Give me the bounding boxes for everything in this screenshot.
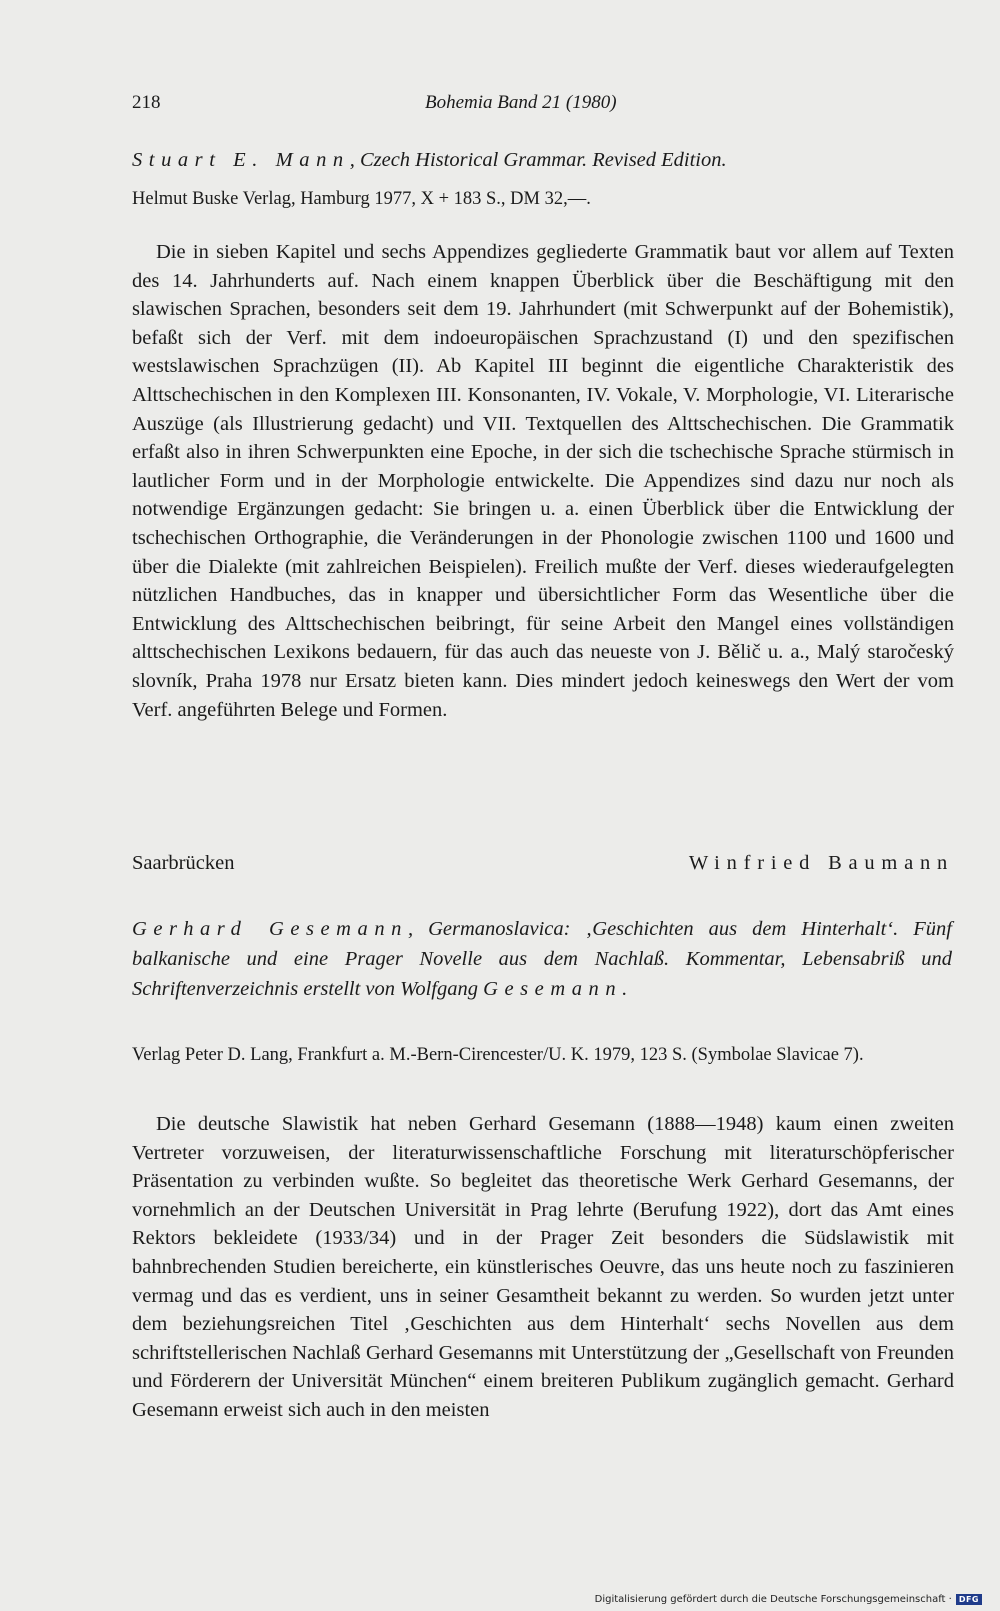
review-1-body: Die in sieben Kapitel und sechs Appendizes gegliederte Grammatik baut vor allem auf Texten des 14. Jahrhunderts auf. Nach einem knappen Überblick über die Beschäftigung mit den slawischen Sprachen, besonders seit dem 19. Jahrhundert (mit Schwerpunkt auf der Bohemistik), befaßt sich der Verf. mit dem indoeuropäischen Sprachzustand (I) und den spezifischen westslawischen Sprachzügen (II). Ab Kapitel III beginnt die eigentliche Charakteristik des Alttschechischen in den Komplexen III. Konsonanten, IV. Vokale, V. Morphologie, VI. Literarische Auszüge (als Illustrierung gedacht) und VII. Textquellen des Alttschechischen. Die Grammatik erfaßt also in ihren Schwerpunkten eine Epoche, in der sich die tschechische Sprache stürmisch in lautlicher Form und in der Morphologie entwickelte. Die Appendizes sind dazu nur noch als notwendige Ergänzungen gedacht: Sie bringen u. a. einen Überblick über die Entwicklung der tschechischen Orthographie, die Veränderungen in der Phonologie zwischen 1100 und 1600 und über die Dialekte (mit zahlreichen Beispielen). Freilich mußte der Verf. dieses wiederaufgelegten nützlichen Handbuches, das in knapper und übersichtlicher Form das Wesentliche über die Entwicklung des Alttschechischen beibringt, für seine Arbeit den Mangel eines vollständigen alttschechischen Lexikons bedauern, für das auch das neueste von J. Bělič u. a., Malý staročeský slovník, Praha 1978 nur Ersatz bieten kann. Dies mindert jedoch keineswegs den Wert der vom Verf. angeführten Belege und Formen. [132, 241, 954, 721]
review-2-body: Die deutsche Slawistik hat neben Gerhard Gesemann (1888—1948) kaum einen zweiten Vertreter vorzuweisen, der literaturwissenschaftliche Forschung mit literaturschöpferischer Präsentation zu verbinden wußte. So begleitet das theoretische Werk Gerhard Gesemanns, der vornehmlich an der Deutschen Universität in Prag lehrte (Berufung 1922), dort das Amt eines Rektors bekleidete (1933/34) und in der Prager Zeit besonders die Südslawistik mit bahnbrechenden Studien bereicherte, ein künstlerisches Oeuvre, das uns heute noch zu faszinieren vermag und das es verdient, uns in seiner Gesamtheit bekannt zu werden. So wurden jetzt unter dem beziehungsreichen Titel ‚Geschichten aus dem Hinterhalt‘ sechs Novellen aus dem schriftstellerischen Nachlaß Gerhard Gesemanns mit Unterstützung der „Gesellschaft von Freunden und Förderern der Universität München“ einem breiteren Publikum zugänglich gemacht. Gerhard Gesemann erweist sich auch in den meisten [132, 1113, 954, 1421]
review-1-title: Stuart E. Mann, Czech Historical Grammar. Revised Edition. [132, 149, 727, 171]
running-title: Bohemia Band 21 (1980) [425, 92, 617, 113]
review-1-publication: Helmut Buske Verlag, Hamburg 1977, X + 183 S., DM 32,—. [132, 189, 591, 209]
review-1-reviewer: Winfried Baumann [688, 852, 954, 874]
dfg-logo: DFG [956, 1594, 982, 1605]
review-1-book-title: Czech Historical Grammar. Revised Edition. [359, 149, 727, 171]
footer-text: Digitalisierung gefördert durch die Deutsche Forschungsgemeinschaft · [594, 1594, 952, 1605]
review-2-book-title: , Germanoslavica: ‚Geschichten aus dem Hinterhalt‘. Fünf balkanische und eine Prager Novelle aus dem Nachlaß. Kommentar, Lebensabriß und Schriftenverzeichnis erstellt von Wolfgang [132, 918, 952, 1000]
review-2-editor: Gesemann [483, 978, 623, 1000]
review-1-author: Stuart E. Mann [132, 149, 350, 171]
review-2-author: Gerhard Gesemann [132, 918, 408, 940]
page-number: 218 [132, 92, 161, 113]
review-1-place: Saarbrücken [132, 852, 235, 874]
digitization-footer [595, 1594, 982, 1605]
review-2-title: Gerhard Gesemann, Germanoslavica: ‚Geschichten aus dem Hinterhalt‘. Fünf balkanische und eine Prager Novelle aus dem Nachlaß. Kommentar, Lebensabriß und Schriftenverzeichnis erstellt von Wolfgang Gesemann. [132, 918, 952, 1000]
review-2-publication: Verlag Peter D. Lang, Frankfurt a. M.-Bern-Cirencester/U. K. 1979, 123 S. (Symbolae Slavicae 7). [132, 1045, 864, 1065]
